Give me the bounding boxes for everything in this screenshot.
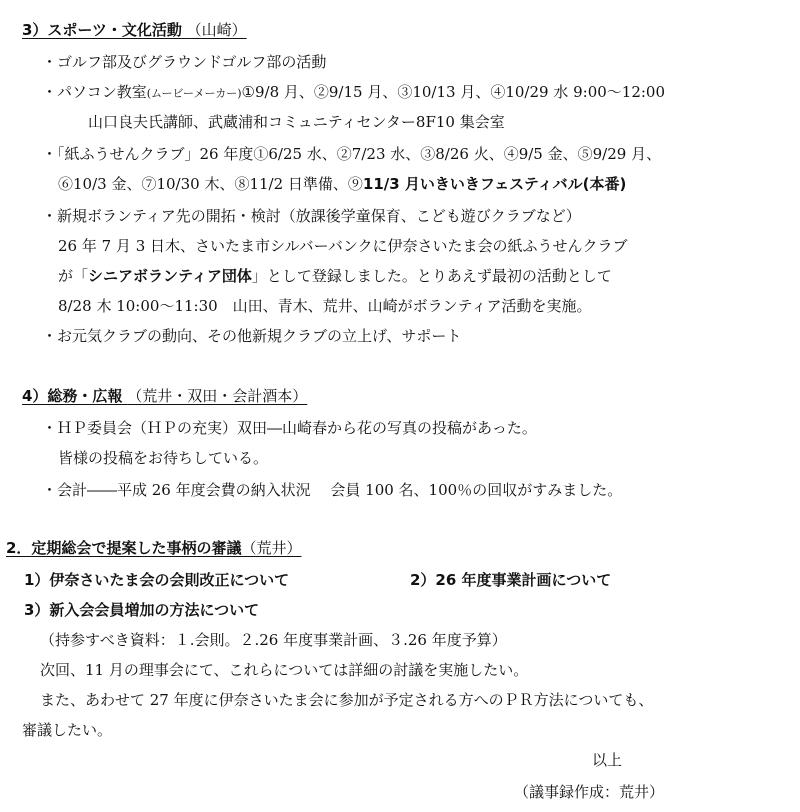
section-3-heading: 3）スポーツ・文化活動 （山崎） — [22, 21, 247, 39]
section-4-heading: 4）総務・広報 （荒井・双田・会計酒本） — [22, 387, 308, 405]
sec3-line-golf: ・ゴルフ部及びグラウンドゴルフ部の活動 — [42, 53, 327, 71]
part2-deliberate: 審議したい。 — [22, 721, 113, 739]
part2-item-3: 3）新入会会員増加の方法について — [24, 601, 260, 619]
sec4-line-hp: ・ＨＰ委員会（ＨＰの充実）双田―山崎春から花の写真の投稿があった。 — [42, 419, 537, 437]
minutes-recorder: （議事録作成：荒井） — [514, 783, 665, 801]
sec3-line-senior-volunteer: が「シニアボランティア団体」として登録しました。とりあえず最初の活動として — [58, 267, 612, 285]
part2-materials: （持参すべき資料：１.会則。２.26 年度事業計画、３.26 年度予算） — [40, 631, 507, 649]
part2-item-1: 1）伊奈さいたま会の会則改正について — [24, 571, 290, 589]
sec4-line-posts: 皆様の投稿をお待ちしている。 — [58, 449, 269, 467]
closing-mark: 以上 — [592, 751, 623, 769]
sec3-line-kamifusen: ・「紙ふうせんクラブ」26 年度①6/25 水、②7/23 水、③8/26 火、④9/5 金、⑤9/29 月、 — [42, 145, 662, 163]
sec4-line-accounting: ・会計――平成 26 年度会費の納入状況 会員 100 名、100％の回収がすみました。 — [42, 481, 623, 499]
sec3-line-kamifusen-cont: ⑥10/3 金、⑦10/30 木、⑧11/2 日準備、⑨11/3 月いきいきフェスティバル(本番) — [58, 175, 627, 193]
sec3-line-instructor: 山口良夫氏講師、武蔵浦和コミュニティセンター8F10 集会室 — [88, 113, 505, 131]
part2-item-2: 2）26 年度事業計画について — [410, 571, 612, 589]
sec3-line-genki-club: ・お元気クラブの動向、その他新規クラブの立上げ、サポート — [42, 327, 462, 345]
sec3-line-activity-date: 8/28 木 10:00～11:30 山田、青木、荒井、山崎がボランティア活動を実施。 — [58, 297, 592, 315]
sec3-line-volunteer: ・新規ボランティア先の開拓・検討（放課後学童保育、こども遊びクラブなど） — [42, 207, 581, 225]
part-2-heading: 2．定期総会で提案した事柄の審議（荒井） — [6, 539, 302, 557]
sec3-line-silverbank: 26 年 7 月 3 日木、さいたま市シルバーバンクに伊奈さいたま会の紙ふうせんクラブ — [58, 237, 628, 255]
part2-next-meeting: 次回、11 月の理事会にて、これらについては詳細の討議を実施したい。 — [40, 661, 529, 679]
sec3-line-pc-class: ・パソコン教室(ムービーメーカー)①9/8 月、②9/15 月、③10/13 月、④10/29 水 9:00～12:00 — [42, 83, 666, 101]
part2-pr-method: また、あわせて 27 年度に伊奈さいたま会に参加が予定される方へのＰＲ方法についても、 — [40, 691, 654, 709]
